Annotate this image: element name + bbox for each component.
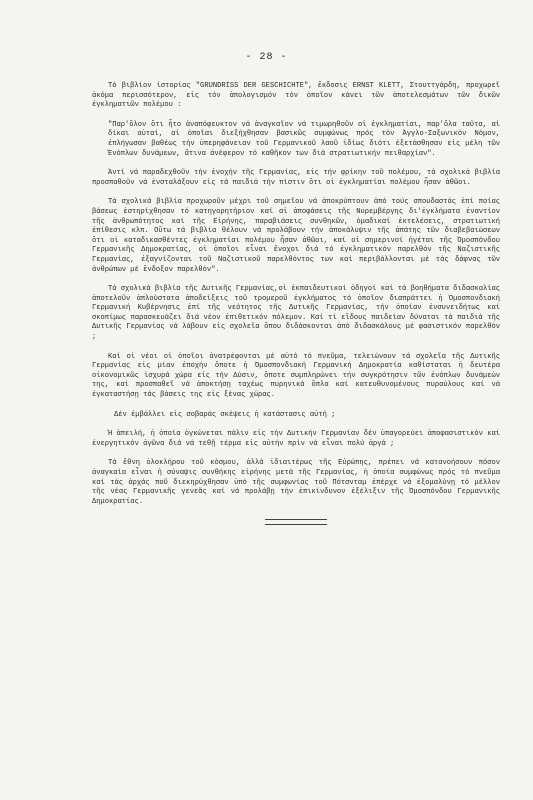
paragraph-youth: Καί οἱ νέοι οἱ ὁποῖοι ἀνατρέφονται μέ αὐτό τό πνεῦμα, τελειώνουν τά σχολεῖα τῆς Δυτικῆς Γερμανίας εἰς μίαν ἐποχήν ὅποτε ἡ Ὁμοσπονδιακή Γερμανική Δημοκρατία καθίσταται ἡ δευτέρα οἰκονομικῶς ἰσχυρά χώρα εἰς τήν Δύσιν, ὅποτε συμπληρώνει τήν συγκρότησιν τῶν ἐνόπλων δυνάμεών της, καί προσπαθεῖ νά ἀποκτήσῃ ταχέως πυρηνικά ὅπλα καί κατευθυνομένους πυραύλους καί νά ἐγκαταστήσῃ τάς βάσεις της εἰς ξένας χώρας. [92, 352, 500, 400]
paragraph-intro: Τό βιβλίον ἱστορίας "GRUNDRISS DER GESCHICHTE", ἔκδοσις ERNST KLETT, Στουττγάρδη, προχωρεῖ ἀκόμα περισσότερον, εἰς τόν ἀπολογισμόν τόν ὁποῖον κάνει τῶν ἀποτελεσμάτων τῶν δικῶν ἐγκληματιῶν πολέμου : [92, 82, 500, 110]
paragraph-west-germany: Τά σχολικά βιβλία τῆς Δυτικῆς Γερμανίας,οἱ ἐκπαιδευτικοί ὁδηγοί καί τά βοηθήματα διδασκαλίας ἀποτελοῦν ἀπλούστατα ἀποδείξεις τοῦ τρομεροῦ ἐγκλήματος τό ὁποῖον διαπράττει ἡ Ὁμοσπονδιακή Γερμανική Κυβέρνησις ἐπί τῆς νεότητος τῆς Δυτικῆς Γερμανίας, τήν ὁποίαν ἐνσυνειδήτως καί σκοπίμως παρασκευάζει διά νέον ἐπιθετικόν πόλεμον. Καί τί εἴδους παιδείαν δύναται τά παιδιά τῆς Δυτικῆς Γερμανίας νά λάβουν εἰς σχολεῖα ὅπου διδάσκονται ἀπό διδασκάλους μέ φασιστικόν παρελθόν ; [92, 285, 500, 342]
paragraph-conclusion: Τά ἔθνη ὁλοκλήρου τοῦ κόσμου, ἀλλά ἰδιαιτέρως τῆς Εὐρώπης, πρέπει νά κατανοήσουν πόσον ἀναγκαία εἶναι ἡ σύναψις συνθήκης εἰρήνης μετά τῆς Γερμανίας, ἡ ὁποία συμφώνως πρός τό πνεῦμα καί τάς ἀρχάς ποῦ διεκηρύχθησαν ὑπό τῆς συμφωνίας τοῦ Πότσνταμ ἐπέρχε νά ἐξομαλύνῃ τό μέλλον τῆς νέας Γερμανικῆς γενεᾶς καί νά προλάβῃ τήν ἐπικίνδυνον ἐξέλιξιν τῆς Ὁμοσπόνδου Γερμανικῆς Δημοκρατίας. [92, 459, 500, 506]
closing-rule [265, 519, 327, 525]
paragraph-textbooks: Τά σχολικά βιβλία προχωροῦν μέχρι τοῦ σημεῖου νά ἀποκρύπτουν ἀπό τούς σπουδαστάς ἐπί ποίας βάσεως ἐστηρίχθησαν τό κατηγορητήριον καί αἱ ἀποφάσεις τῆς Νυρεμβέργης δι'ἐγκλήματα ἐναντίον τῆς ἀνθρωπότητος καί τῆς Εἰρήνης, παραβιάσεις συνθηκῶν, ὁμαδικαί ἐκτελέσεις, στρατιωτική ἐπίθεσις κλπ. Οὕτω τά βιβλία θέλουν νά προλάβουν τήν ἀποκάλυψιν τῆς ἀπάτης τῶν διαβεβαιώσεων ὅτι οἱ καταδικασθέντες ἐγκληματίαι πολέμου ἦσαν ἀθῶοι, καί οἱ σημερινοί ἡγέται τῆς Ὁμοσπόνδου Γερμανικῆς Δημοκρατίας, οἱ ὁποῖοι εἶναι ἔνοχοι διά τό ἐγκληματικόν παρελθόν τῆς Ναζιστικῆς Γερμανίας, ἐξαγνίζονται τοῦ Ναζιστικοῦ παρελθόντος των καί περιβάλλονται μέ τάς δάφνας τῶν ἀνθρώπων μέ ἔνδοξον παρελθόν". [92, 198, 500, 274]
block-quote: "Παρ'ὅλον ὅτι ἦτο ἀναπόφευκτον νά ἀναγκαῖον νά τιμωρηθοῦν οἱ ἐγκληματίαι, παρ'ὅλα ταῦτα, αἱ δίκαι αὐταί, αἱ ὁποῖαι διεξήχθησαν βασικῶς συμφώνως πρός τόν Ἀγγλο-Σαξωνικόν Νόμον, ἐπλήγωσαν βαθέως τήν ὑπερηφάνειαν τοῦ Γερμανικοῦ λαοῦ ἰδίως διότι ἐξετάσθησαν εἰς μέλη τῶν Ἐνόπλων δυνάμεων, ἅτινα ἀνέφερον τό καθῆκον των διά στρατιωτικήν πειθαρχίαν". [108, 120, 500, 158]
paragraph-guilt: Ἀντί νά παραδεχθοῦν τήν ἐνοχήν τῆς Γερμανίας, εἰς τήν φρίκην τοῦ πολέμου, τά σχολικά βιβλία προσπαθοῦν νά ἐνσταλάξουν εἰς τά παιδιά τήν πίστιν ὅτι οἱ ἐγκληματίαι πολέμου ἦσαν ἀθῶοι. [92, 169, 500, 187]
paragraph-question-2: Ἡ ἀπειλή, ἡ ὁποία ὀγκώνεται πάλιν εἰς τήν Δυτικήν Γερμανίαν δέν ὑπαγορεύει ἀποφασιστικόν καί ἐνεργητικόν ἀγῶνα διά νά τεθῇ τέρμα εἰς αὐτήν πρίν νά εἶναι πολύ ἀργά ; [92, 430, 500, 448]
paragraph-question-1: Δέν ἐμβάλλει εἰς σοβαράς σκέψεις ἡ κατάστασις αὐτή ; [114, 410, 336, 419]
document-body [92, 82, 500, 525]
page-number: - 28 - [245, 52, 288, 63]
